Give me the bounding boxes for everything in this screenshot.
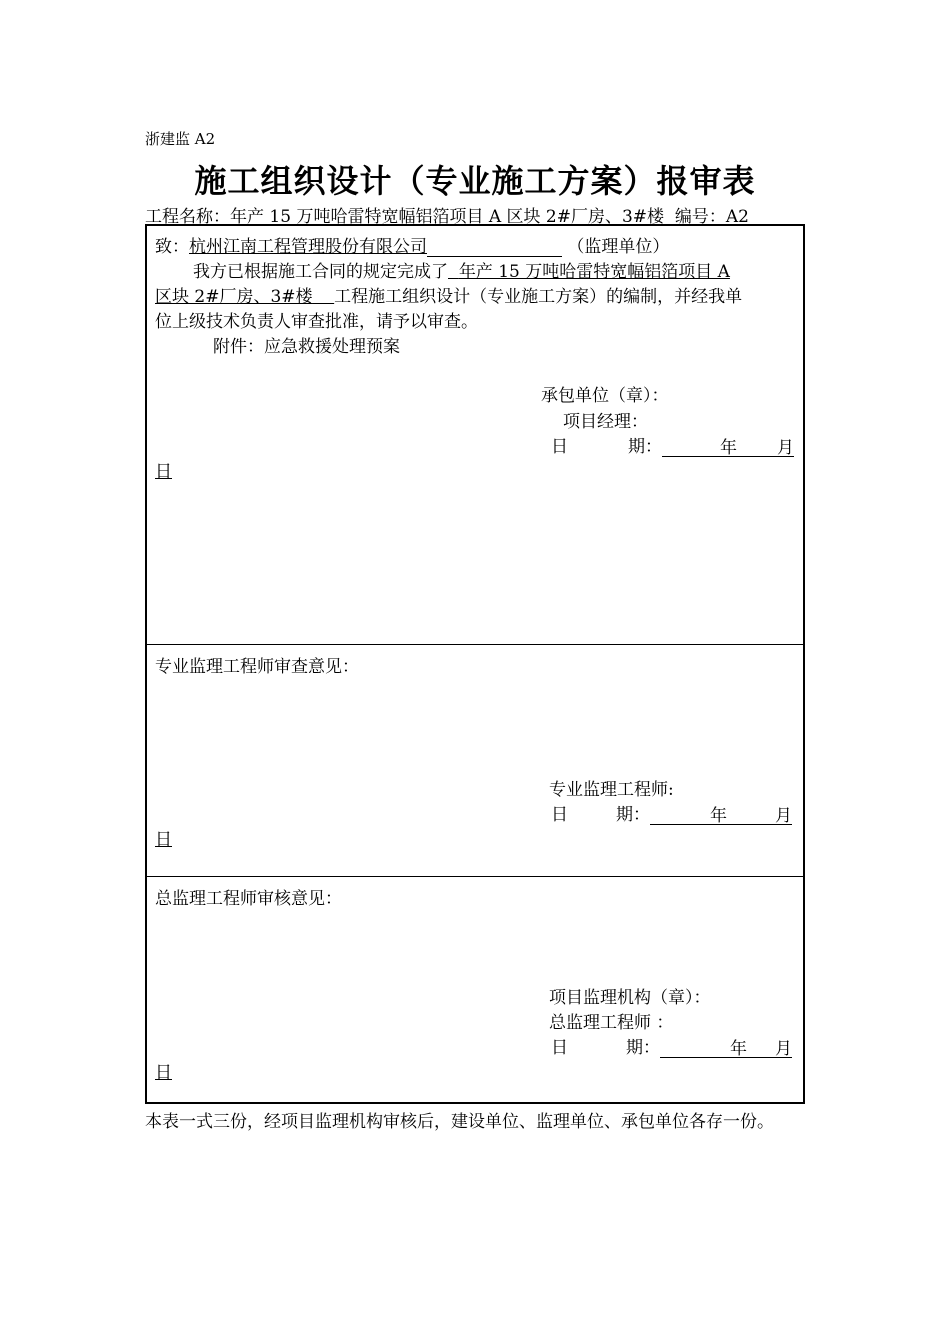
date-line-1 (551, 432, 794, 457)
day-2: 日 (155, 830, 172, 850)
date-blank-3: 年 月 (660, 1039, 792, 1058)
day-1: 日 (155, 462, 172, 482)
body-suffix: 工程施工组织设计（专业施工方案）的编制，并经我单 (334, 287, 743, 307)
engineer-label: 专业监理工程师: (549, 780, 674, 800)
attachment-line: 附件：应急救援处理预案 (213, 337, 400, 357)
day-3: 日 (155, 1063, 172, 1083)
project-name: 年产 15 万吨哈雷特宽幅铝箔项目 A 区块 2#厂房、3#楼 (230, 207, 665, 227)
date-blank-2: 年 月 (650, 806, 792, 825)
divider-1 (147, 644, 803, 645)
date-line-3: 日 期： 年 月 (551, 1038, 792, 1059)
body-prefix: 我方已根据施工合同的规定完成了 (193, 262, 448, 282)
number-label: 编号： (674, 207, 726, 227)
project-label: 工程名称： (145, 207, 230, 227)
section3-heading: 总监理工程师审核意见： (155, 889, 342, 909)
manager-label: 项目经理： (563, 412, 648, 432)
to-label: 致： (155, 237, 189, 257)
section2-heading: 专业监理工程师审查意见： (155, 657, 359, 677)
date-label-a: 日 (551, 437, 568, 457)
date-label-b: 期： (628, 437, 662, 457)
document-title: 施工组织设计（专业施工方案）报审表 (194, 162, 756, 200)
number-value: A2 (725, 207, 749, 227)
date-line-2: 日 期： 年 月 (551, 805, 792, 826)
chief-label: 总监理工程师 ： (549, 1013, 674, 1033)
contractor-label: 承包单位（章）： (541, 386, 669, 406)
review-form-table (145, 224, 805, 1104)
form-code: 浙建监 A2 (145, 130, 216, 148)
to-blank-line (427, 238, 562, 257)
footer-note: 本表一式三份，经项目监理机构审核后，建设单位、监理单位、承包单位各存一份。 (145, 1112, 774, 1132)
body-project-underline-2: 区块 2#厂房、3#楼 (155, 287, 313, 307)
divider-2 (147, 876, 803, 877)
addressee-line (155, 232, 669, 257)
to-company: 杭州江南工程管理股份有限公司 (189, 237, 427, 257)
org-label: 项目监理机构（章）： (549, 988, 711, 1008)
body-line-1 (193, 257, 730, 282)
body-line-2 (155, 282, 742, 307)
body-project-underline-1: 年产 15 万吨哈雷特宽幅铝箔项目 A (458, 262, 730, 282)
body-line-3: 位上级技术负责人审查批准，请予以审查。 (155, 312, 478, 332)
to-role: （监理单位） (567, 237, 670, 257)
date-blank-1: 年 月 (662, 438, 794, 457)
